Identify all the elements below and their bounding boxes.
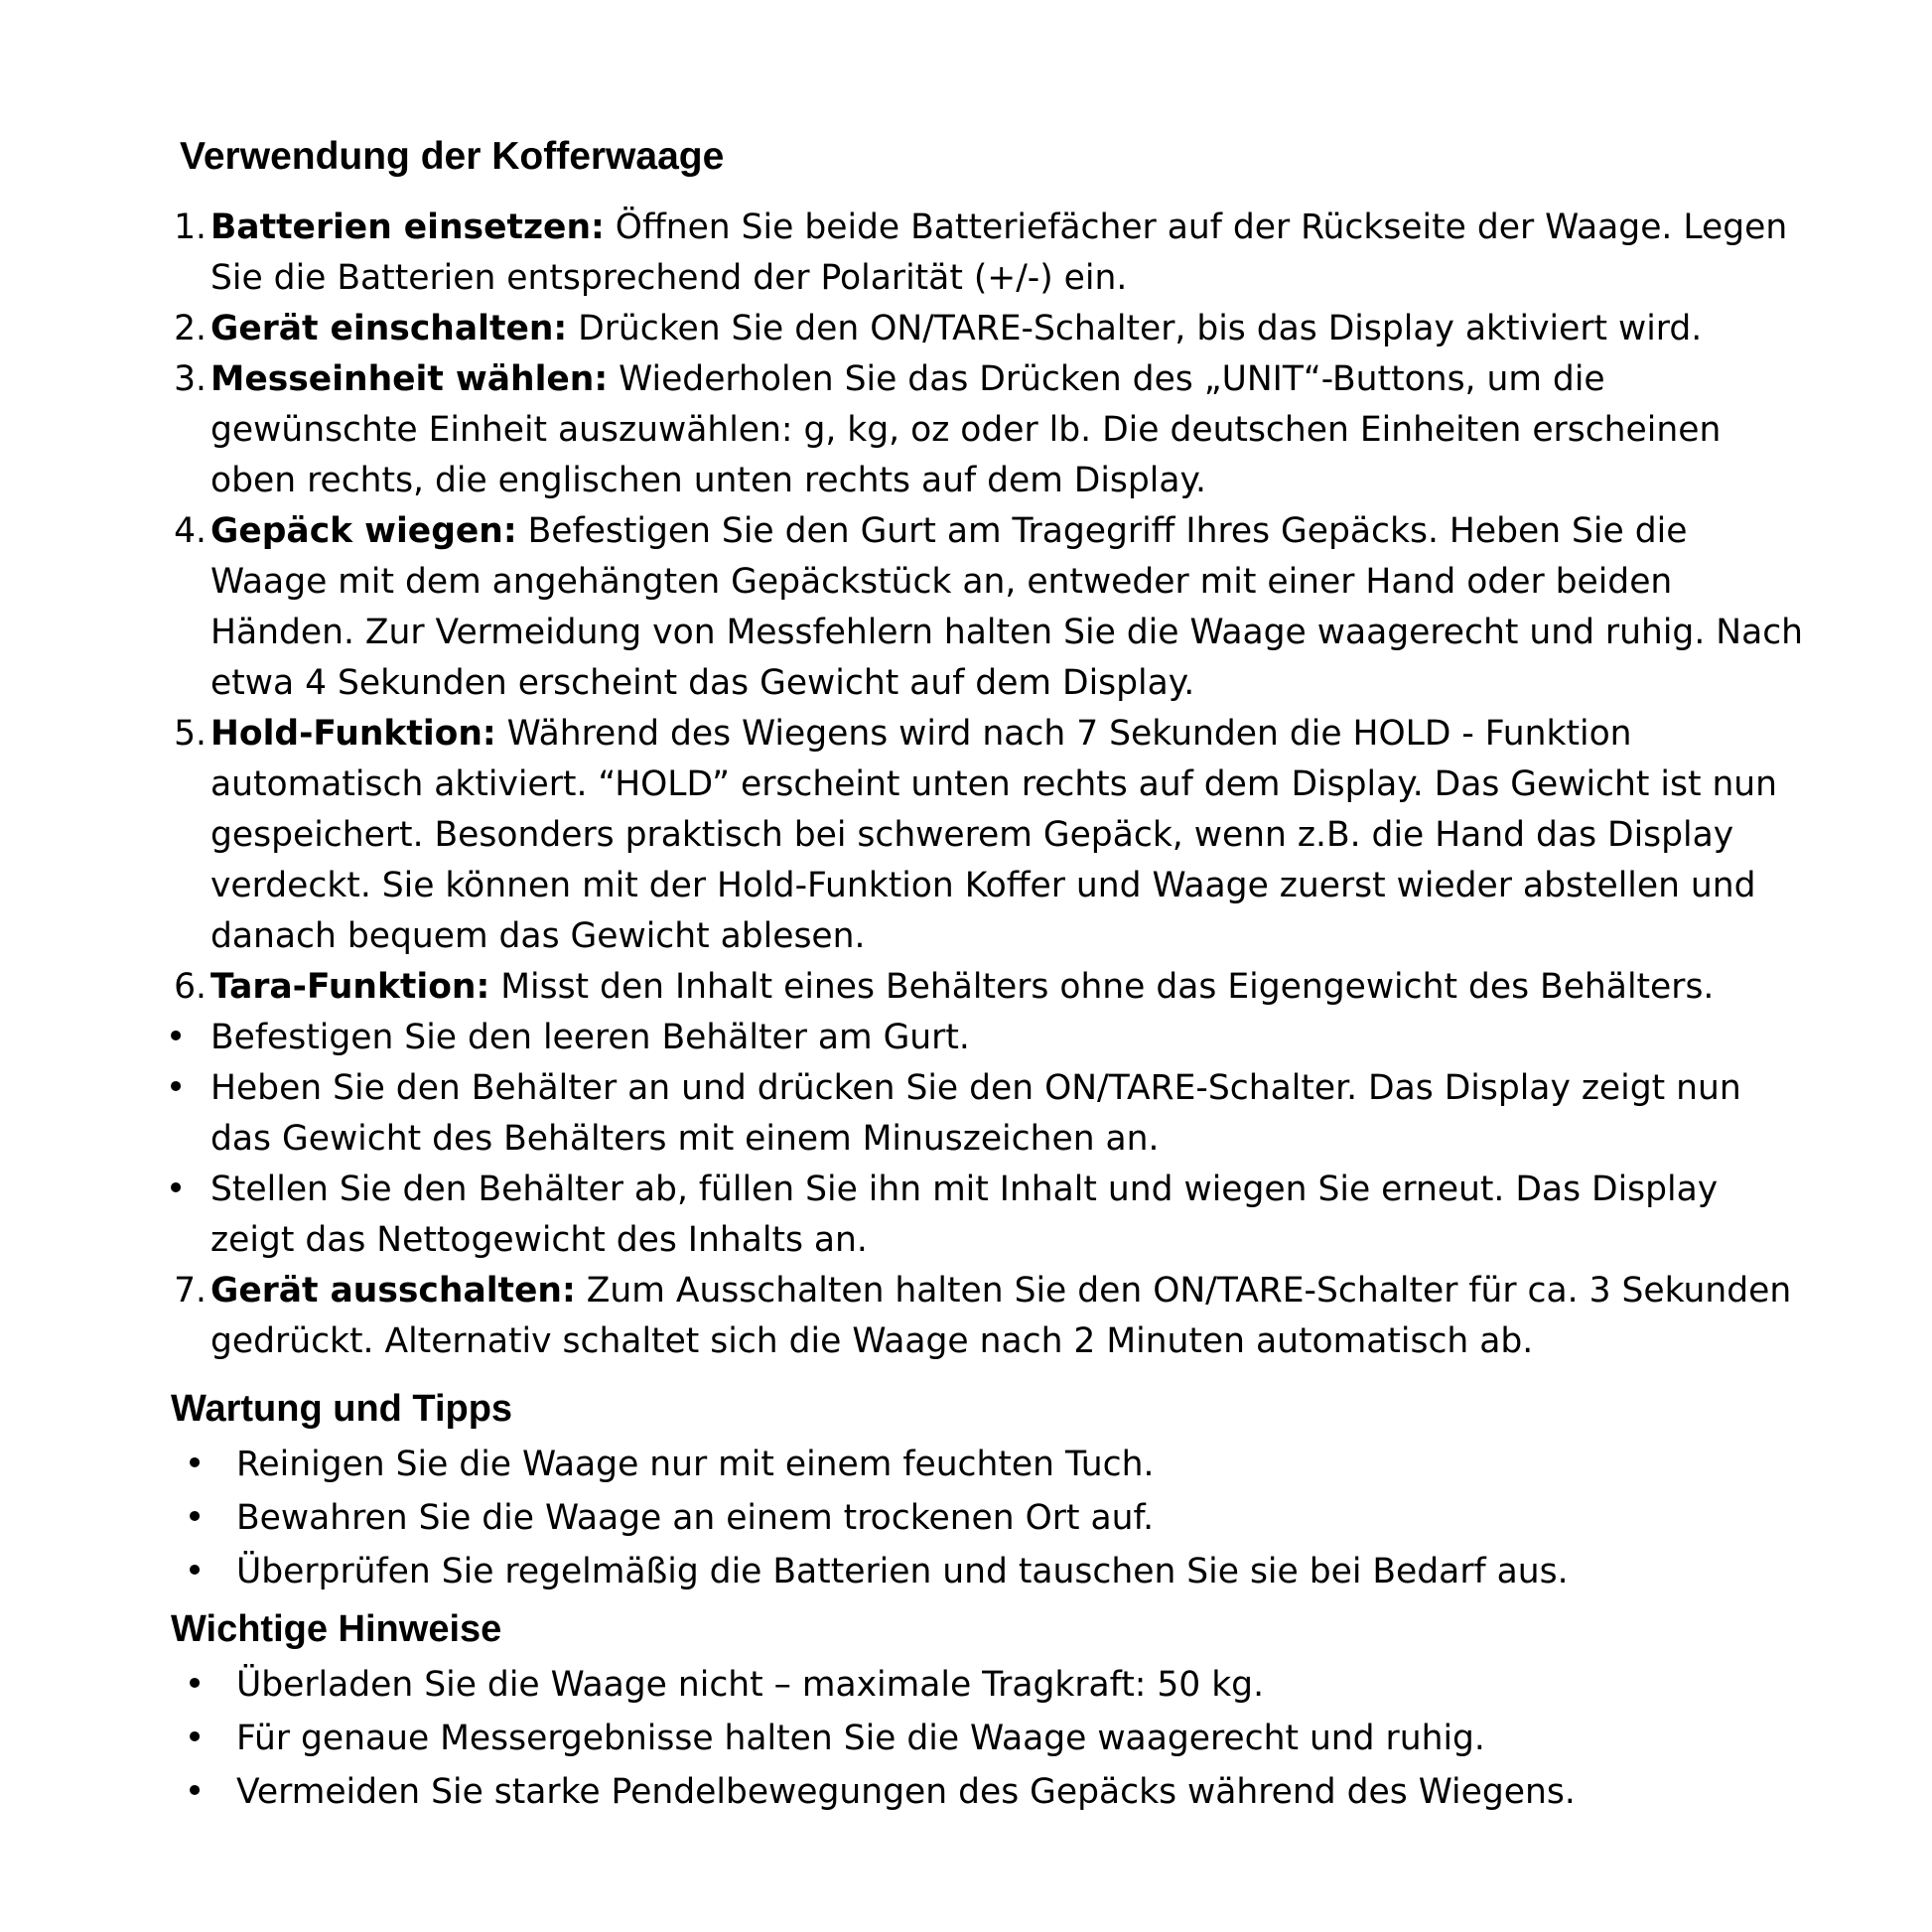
step-label: Gerät einschalten: (210, 309, 568, 348)
bullet-text: Überprüfen Sie regelmäßig die Batterien und tauschen Sie sie bei Bedarf aus. (236, 1552, 1569, 1591)
list-item (184, 1658, 1772, 1712)
step-number: 4. (174, 511, 207, 551)
step-number: 7. (174, 1271, 207, 1311)
list-item (159, 962, 1807, 1013)
bullet-icon: • (165, 1068, 187, 1108)
step-number: 2. (174, 309, 207, 348)
hinweise-list (184, 1658, 1772, 1819)
bullet-text: Bewahren Sie die Waage an einem trockenen Ort auf. (236, 1498, 1155, 1538)
list-item (184, 1765, 1772, 1819)
bullet-text: Reinigen Sie die Waage nur mit einem feuchten Tuch. (236, 1445, 1155, 1484)
bullet-text: Heben Sie den Behälter an und drücken Sie den ON/TARE-Schalter. Das Display zeigt nun das Gewicht des Behälters mit einem Minuszeichen an. (210, 1068, 1741, 1159)
step-number: 1. (174, 207, 207, 247)
step-label: Gepäck wiegen: (210, 511, 517, 551)
section-title-hinweise: Wichtige Hinweise (171, 1608, 502, 1650)
step-number: 6. (174, 967, 207, 1007)
bullet-icon: • (184, 1498, 206, 1538)
list-item (184, 1712, 1772, 1765)
bullet-text: Stellen Sie den Behälter ab, füllen Sie ihn mit Inhalt und wiegen Sie erneut. Das Display zeigt das Nettogewicht des Inhalts an. (210, 1170, 1719, 1260)
step-label: Messeinheit wählen: (210, 359, 609, 399)
list-item (184, 1491, 1772, 1545)
step-text: Zum Ausschalten halten Sie den ON/TARE-Schalter für ca. 3 Sekunden gedrückt. Alternativ schaltet sich die Waage nach 2 Minuten automatisch ab. (210, 1271, 1792, 1361)
list-item (159, 1165, 1807, 1266)
step-text: Misst den Inhalt eines Behälters ohne das Eigengewicht des Behälters. (489, 967, 1715, 1007)
step-text: Drücken Sie den ON/TARE-Schalter, bis das Display aktiviert wird. (567, 309, 1703, 348)
step-number: 3. (174, 359, 207, 399)
bullet-icon: • (184, 1719, 206, 1758)
list-item (159, 354, 1807, 506)
page-title: Verwendung der Kofferwaage (180, 135, 725, 178)
step-label: Gerät ausschalten: (210, 1271, 576, 1311)
list-item (159, 203, 1807, 304)
bullet-text: Befestigen Sie den leeren Behälter am Gurt. (210, 1018, 970, 1057)
list-item (159, 304, 1807, 354)
step-label: Tara-Funktion: (210, 967, 490, 1007)
step-number: 5. (174, 714, 207, 754)
bullet-text: Vermeiden Sie starke Pendelbewegungen des Gepäcks während des Wiegens. (236, 1772, 1576, 1812)
bullet-text: Für genaue Messergebnisse halten Sie die Waage waagerecht und ruhig. (236, 1719, 1485, 1758)
step-text: Befestigen Sie den Gurt am Tragegriff Ihres Gepäcks. Heben Sie die Waage mit dem angehängten Gepäckstück an, entweder mit einer Hand oder beiden Händen. Zur Vermeidung von Messfehlern halten Sie die Waage waagerecht und ruhig. Nach etwa 4 Sekunden erscheint das Gewicht auf dem Display. (210, 511, 1804, 703)
bullet-icon: • (165, 1170, 187, 1209)
list-item (159, 709, 1807, 962)
list-item (184, 1545, 1772, 1598)
step-label: Hold-Funktion: (210, 714, 496, 754)
list-item (159, 1266, 1807, 1367)
list-item (184, 1438, 1772, 1491)
section-title-wartung: Wartung und Tipps (171, 1388, 513, 1430)
bullet-icon: • (184, 1665, 206, 1705)
list-item (159, 506, 1807, 709)
bullet-icon: • (184, 1552, 206, 1591)
list-item (159, 1013, 1807, 1063)
bullet-text: Überladen Sie die Waage nicht – maximale Tragkraft: 50 kg. (236, 1665, 1265, 1705)
wartung-list (184, 1438, 1772, 1598)
step-text: Öffnen Sie beide Batteriefächer auf der Rückseite der Waage. Legen Sie die Batterien entsprechend der Polarität (+/-) ein. (210, 207, 1788, 298)
step-text: Während des Wiegens wird nach 7 Sekunden die HOLD - Funktion automatisch aktiviert. “HOLD” erscheint unten rechts auf dem Display. Das Gewicht ist nun gespeichert. Besonders praktisch bei schwerem Gepäck, wenn z.B. die Hand das Display verdeckt. Sie können mit der Hold-Funktion Koffer und Waage zuerst wieder abstellen und danach bequem das Gewicht ablesen. (210, 714, 1778, 956)
bullet-icon: • (184, 1445, 206, 1484)
list-item (159, 1063, 1807, 1165)
bullet-icon: • (165, 1018, 187, 1057)
bullet-icon: • (184, 1772, 206, 1812)
step-label: Batterien einsetzen: (210, 207, 605, 247)
usage-steps-list (159, 203, 1807, 1367)
step-text: Wiederholen Sie das Drücken des „UNIT“-Buttons, um die gewünschte Einheit auszuwählen: g, kg, oz oder lb. Die deutschen Einheiten erscheinen oben rechts, die englischen unten rechts auf dem Display. (210, 359, 1722, 500)
